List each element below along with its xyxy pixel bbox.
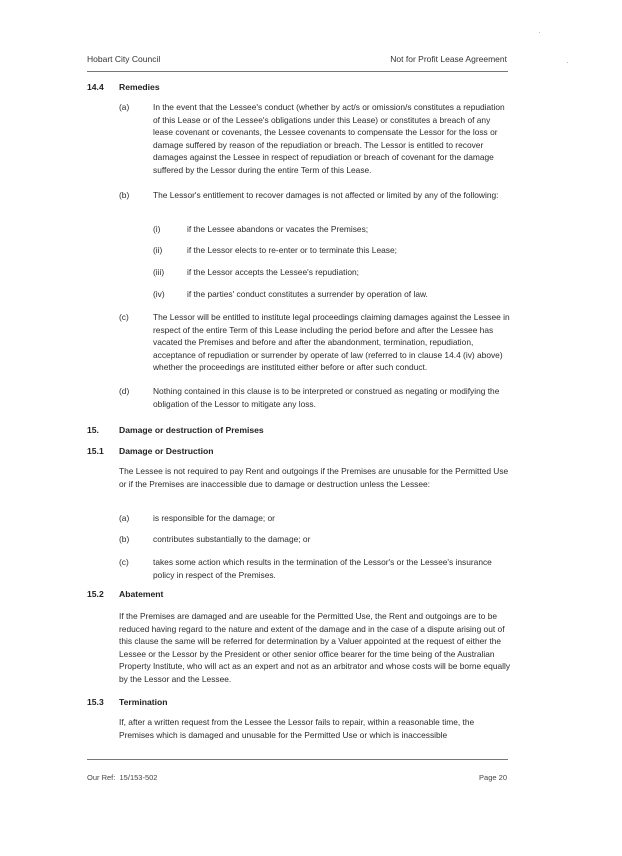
scan-speck: · xyxy=(538,28,541,37)
clause-14-4-b-i-label: (i) xyxy=(153,224,161,234)
footer-ref-label: Our Ref: xyxy=(87,773,116,782)
clause-14-4-b-label: (b) xyxy=(119,190,130,200)
clause-15-1-intro: The Lessee is not required to pay Rent and outgoings if the Premises are unusable for the Permitted Use or if the Premises are inaccessible due to damage or destruction unless the Lessee: xyxy=(119,466,509,489)
footer-divider xyxy=(87,759,508,760)
clause-14-4-b-iii-label: (iii) xyxy=(153,267,165,277)
clause-15-number: 15. xyxy=(87,425,99,435)
clause-15-1-c-label: (c) xyxy=(119,557,129,567)
clause-15-3-number: 15.3 xyxy=(87,697,104,707)
clause-15-1-b-label: (b) xyxy=(119,534,130,544)
header-document-title: Not for Profit Lease Agreement xyxy=(390,54,507,64)
clause-15-1-a-text: is responsible for the damage; or xyxy=(153,513,275,523)
clause-14-4-title: Remedies xyxy=(119,82,160,92)
clause-14-4-b-ii-label: (ii) xyxy=(153,245,163,255)
clause-14-4-a-text: In the event that the Lessee's conduct (whether by act/s or omission/s constitutes a repudiation of this Lease or of the Lessee's obligations under this Lease) or constitutes a breach of any lease covenant or covenants, the Lessee covenants to compensate the Lessor for the loss or damage suffered by reason of the repudiation or breach. The Lessor is entitled to recover damages against the Lessee in respect of repudiation or breach of covenant for the damage suffered by the Lessor during the entire Term of this Lease. xyxy=(153,102,505,175)
clause-15-3-title: Termination xyxy=(119,697,168,707)
header-organisation: Hobart City Council xyxy=(87,54,161,64)
clause-14-4-b-iv-text: if the parties' conduct constitutes a surrender by operation of law. xyxy=(187,289,428,299)
clause-14-4-b-iv-label: (iv) xyxy=(153,289,165,299)
footer-page-number: Page 20 xyxy=(479,773,507,782)
clause-14-4-c-text: The Lessor will be entitled to institute legal proceedings claiming damages against the Lessee in respect of the entire Term of this Lease including the period before and after the Lessee has vacated the Premises and before and after the abandonment, termination, repudiation, acceptance of repudiation or surrender by operate of law (referred to in clause 14.4 (iv) above) whether the proceedings are instituted either before or after such conduct. xyxy=(153,312,510,373)
clause-14-4-b-i-text: if the Lessee abandons or vacates the Premises; xyxy=(187,224,369,234)
clause-15-1-a-label: (a) xyxy=(119,513,130,523)
clause-14-4-number: 14.4 xyxy=(87,82,104,92)
clause-14-4-c-label: (c) xyxy=(119,312,129,322)
footer-reference xyxy=(87,773,157,782)
footer-ref-number: 15/153-502 xyxy=(119,773,158,782)
header-divider xyxy=(87,71,508,72)
scan-speck: · xyxy=(566,58,569,67)
clause-15-2-text: If the Premises are damaged and are useable for the Permitted Use, the Rent and outgoings are to be reduced having regard to the nature and extent of the damage and in the case of a dispute arising out of this clause the same will be referred for determination by a Valuer appointed at the request of either the Lessee or the Lessor by the President or other senior office bearer for the time being of the Australian Property Institute, who will act as an expert and not as an arbitrator and whose costs will be borne equally by the Lessor and the Lessee. xyxy=(119,611,511,684)
clause-15-title: Damage or destruction of Premises xyxy=(119,425,264,435)
clause-14-4-d-label: (d) xyxy=(119,386,130,396)
clause-15-2-number: 15.2 xyxy=(87,589,104,599)
clause-15-1-b-text: contributes substantially to the damage; or xyxy=(153,534,311,544)
clause-15-1-number: 15.1 xyxy=(87,446,104,456)
clause-15-1-c-text: takes some action which results in the termination of the Lessor's or the Lessee's insurance policy in respect of the Premises. xyxy=(153,557,492,580)
clause-14-4-a-label: (a) xyxy=(119,102,130,112)
clause-15-1-title: Damage or Destruction xyxy=(119,446,214,456)
clause-14-4-b-ii-text: if the Lessor elects to re-enter or to terminate this Lease; xyxy=(187,245,397,255)
clause-14-4-b-text: The Lessor's entitlement to recover damages is not affected or limited by any of the following: xyxy=(153,190,499,200)
clause-15-2-title: Abatement xyxy=(119,589,164,599)
clause-14-4-d-text: Nothing contained in this clause is to be interpreted or construed as negating or modifying the obligation of the Lessor to mitigate any loss. xyxy=(153,386,500,409)
clause-14-4-b-iii-text: if the Lessor accepts the Lessee's repudiation; xyxy=(187,267,359,277)
clause-15-3-text: If, after a written request from the Lessee the Lessor fails to repair, within a reasonable time, the Premises which is damaged and unusable for the Permitted Use or which is inaccessible xyxy=(119,717,475,740)
